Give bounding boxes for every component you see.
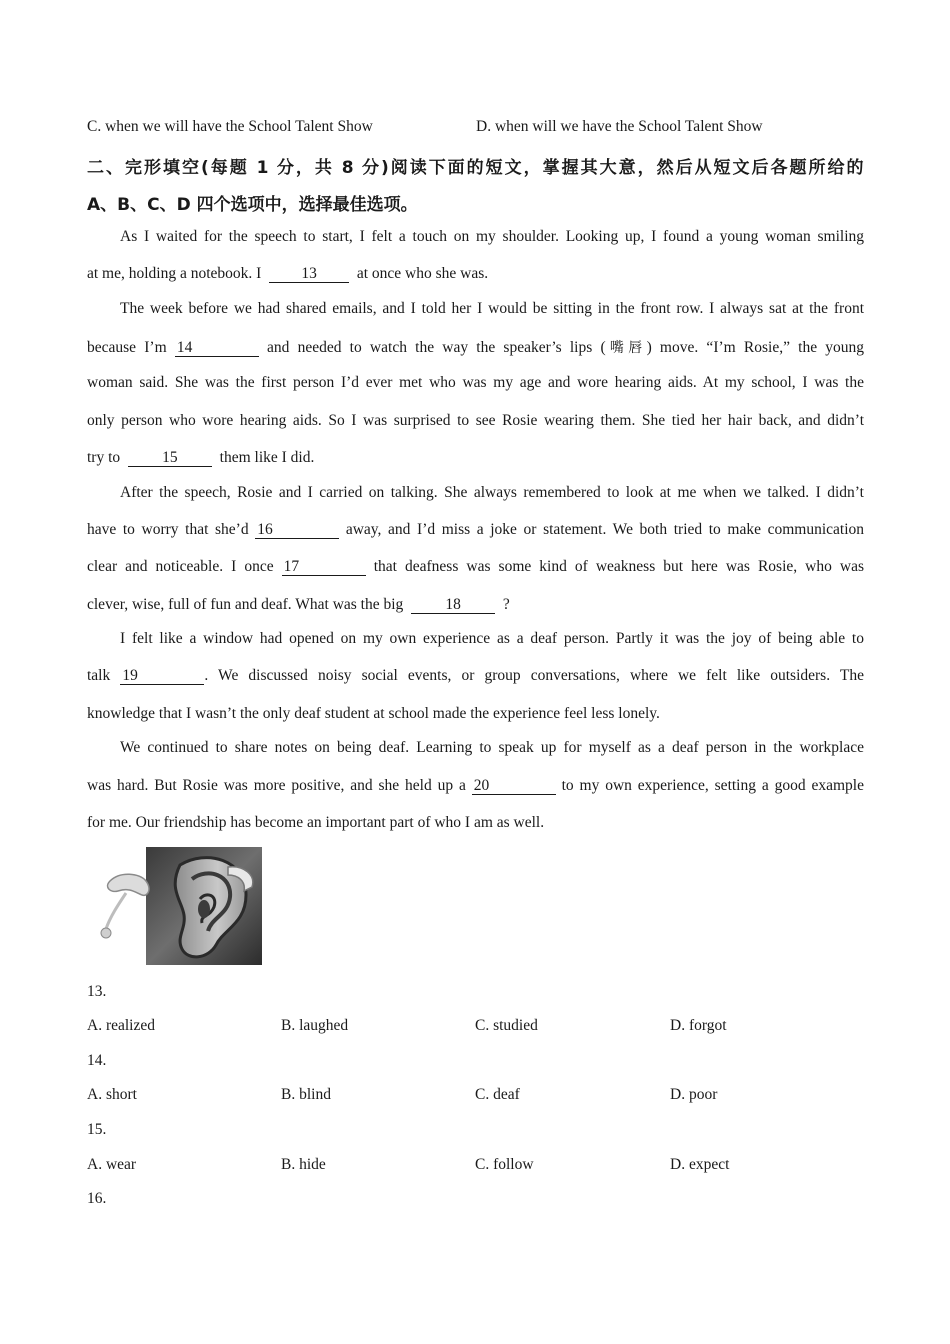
section-heading-line2: A、B、C、D 四个选项中，选择最佳选项。 <box>87 195 418 215</box>
passage-line: woman said. She was the first person I’d ever met who was my age and wore hearing aids. At my school, I was the <box>87 374 864 391</box>
option-c: C. when we will have the School Talent Show <box>87 118 373 135</box>
passage-line: I felt like a window had opened on my own experience as a deaf person. Partly it was the joy of being able to <box>120 630 864 647</box>
passage-line: try to 15 them like I did. <box>87 449 315 466</box>
passage-line: talk 19 . We discussed noisy social events, or group conversations, where we felt like outsiders. The <box>87 667 864 684</box>
section-heading-line1: 二、完形填空(每题 1 分，共 8 分)阅读下面的短文，掌握其大意，然后从短文后各题所给的 <box>87 158 864 178</box>
passage-line: because I’m 14 and needed to watch the way the speaker’s lips (嘴唇) move. “I’m Rosie,” the young <box>87 339 865 356</box>
passage-line: After the speech, Rosie and I carried on talking. She always remembered to look at me when we talked. I didn’t <box>120 484 864 501</box>
blank-19: 19 <box>120 667 204 685</box>
option-b[interactable]: B. laughed <box>281 1017 349 1034</box>
option-a[interactable]: A. wear <box>87 1156 137 1173</box>
passage-line: only person who wore hearing aids. So I was surprised to see Rosie wearing them. She tied her hair back, and didn’t <box>87 412 864 429</box>
blank-15: 15 <box>128 449 212 467</box>
question-number: 15. <box>87 1121 107 1138</box>
option-a[interactable]: A. short <box>87 1086 137 1103</box>
passage-line: knowledge that I wasn’t the only deaf student at school made the experience feel less lonely. <box>87 705 660 722</box>
passage-line: clear and noticeable. I once 17 that deafness was some kind of weakness but here was Rosie, who was <box>87 558 865 575</box>
question-number: 13. <box>87 983 107 1000</box>
question-number: 14. <box>87 1052 107 1069</box>
option-c[interactable]: C. deaf <box>475 1086 520 1103</box>
passage-line: We continued to share notes on being deaf. Learning to speak up for myself as a deaf person in the workplace <box>120 739 864 756</box>
passage-line: clever, wise, full of fun and deaf. What was the big 18 ? <box>87 596 510 613</box>
option-d[interactable]: D. poor <box>670 1086 718 1103</box>
passage-line: at me, holding a notebook. I 13 at once who she was. <box>87 265 489 282</box>
option-c[interactable]: C. studied <box>475 1017 538 1034</box>
hearing-aid-image <box>96 845 264 967</box>
option-b[interactable]: B. hide <box>281 1156 326 1173</box>
passage-line: for me. Our friendship has become an important part of who I am as well. <box>87 814 545 831</box>
blank-20: 20 <box>472 777 556 795</box>
passage-line: The week before we had shared emails, and I told her I would be sitting in the front row. I always sat at the front <box>120 300 864 317</box>
option-d[interactable]: D. forgot <box>670 1017 727 1034</box>
blank-16: 16 <box>255 521 339 539</box>
option-a[interactable]: A. realized <box>87 1017 155 1034</box>
blank-17: 17 <box>282 558 366 576</box>
blank-14: 14 <box>175 339 259 357</box>
passage-line: was hard. But Rosie was more positive, and she held up a 20 to my own experience, setting a good example <box>87 777 864 794</box>
blank-18: 18 <box>411 596 495 614</box>
passage-line: have to worry that she’d 16 away, and I’d miss a joke or statement. We both tried to make communication <box>87 521 865 538</box>
option-c[interactable]: C. follow <box>475 1156 534 1173</box>
option-d: D. when will we have the School Talent Show <box>476 118 763 135</box>
passage-line: As I waited for the speech to start, I felt a touch on my shoulder. Looking up, I found a young woman smiling <box>120 228 864 245</box>
option-b[interactable]: B. blind <box>281 1086 331 1103</box>
blank-13: 13 <box>269 265 349 283</box>
option-d[interactable]: D. expect <box>670 1156 730 1173</box>
question-number: 16. <box>87 1190 107 1207</box>
